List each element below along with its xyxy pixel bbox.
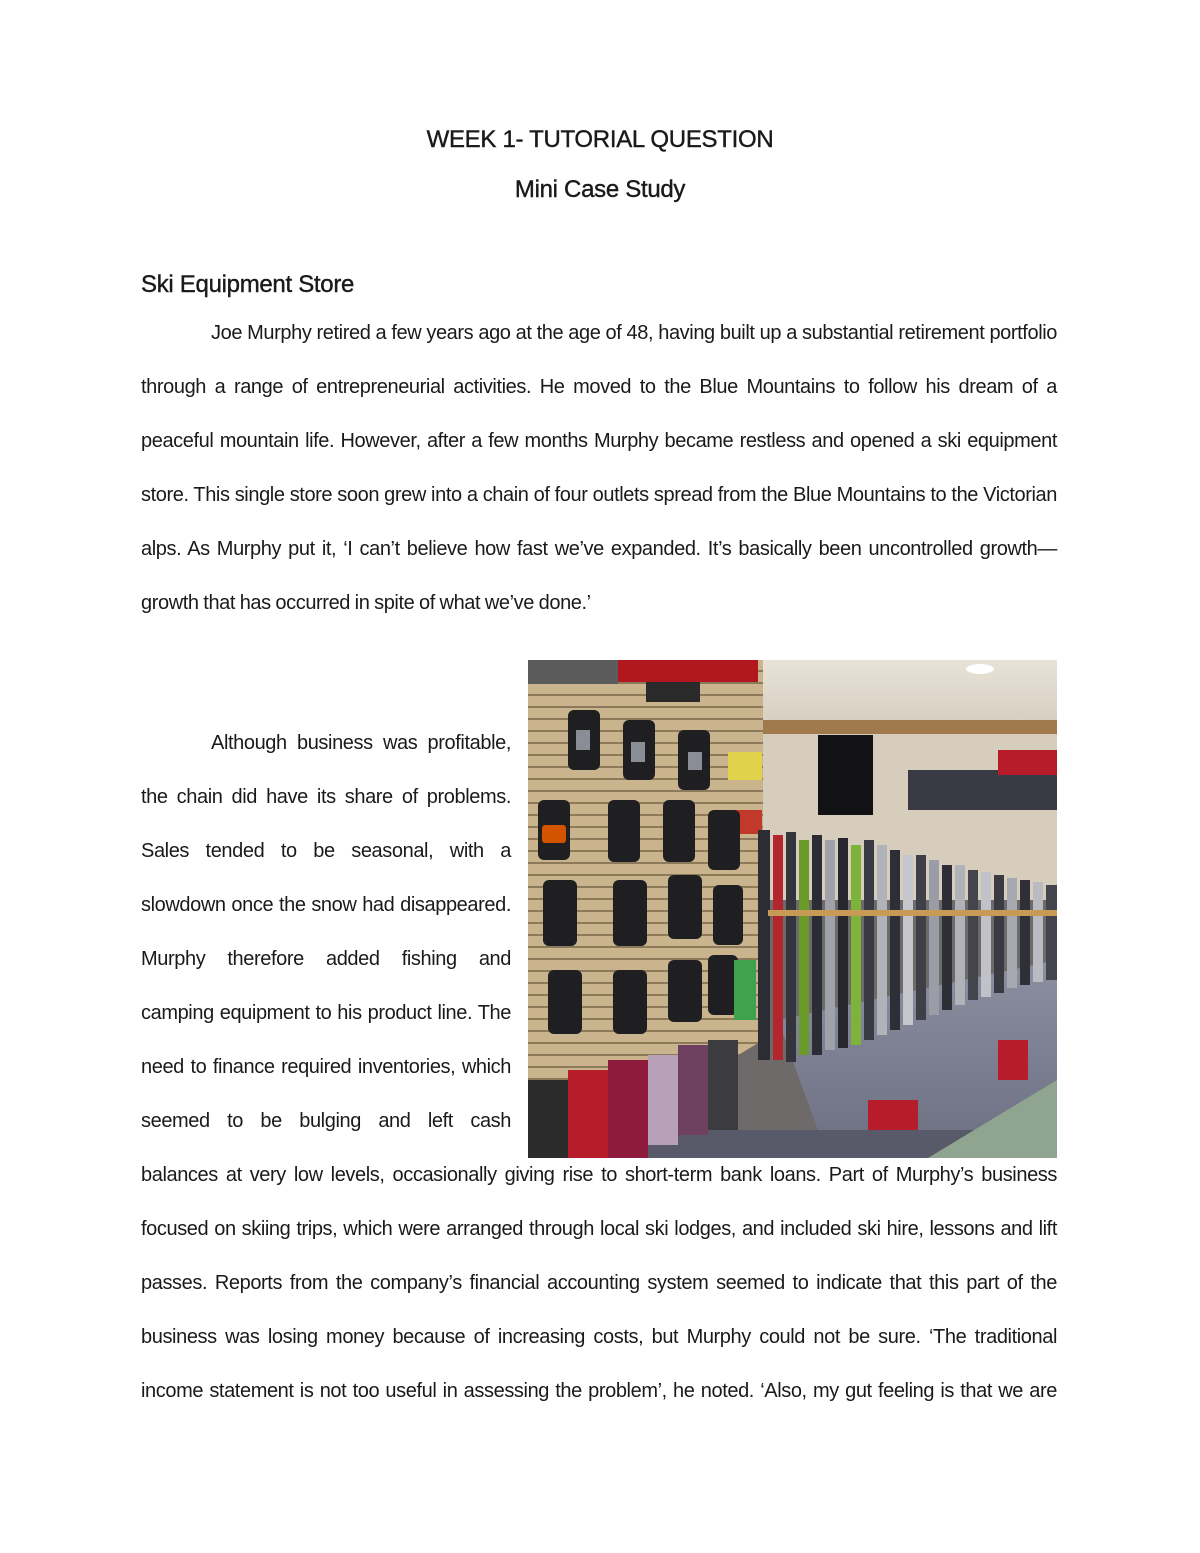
text-line: store. This single store soon grew into a chain of four outlets spread from the Blue Mountains to the Victorian xyxy=(141,484,1057,506)
text-line: business was losing money because of increasing costs, but Murphy could not be sure. ‘The traditional xyxy=(141,1326,1057,1348)
text-line: peaceful mountain life. However, after a few months Murphy became restless and opened a ski equipment xyxy=(141,430,1057,452)
ski-store-illustration xyxy=(528,660,1057,1158)
text-line: focused on skiing trips, which were arranged through local ski lodges, and included ski hire, lessons and lift xyxy=(141,1218,1057,1240)
tv-screen xyxy=(818,735,873,815)
page-title: WEEK 1- TUTORIAL QUESTION xyxy=(426,126,774,153)
text-line: Sales tended to be seasonal, with a xyxy=(141,840,511,862)
text-line: Murphy therefore added fishing and xyxy=(141,948,511,970)
text-line: need to finance required inventories, which xyxy=(141,1056,511,1078)
paragraph-intro xyxy=(141,306,1057,630)
page-subtitle: Mini Case Study xyxy=(514,176,686,203)
paragraph-problems xyxy=(141,716,511,1148)
text-line: alps. As Murphy put it, ‘I can’t believe how fast we’ve expanded. It’s basically been uncontrolled growth— xyxy=(141,538,1057,560)
text-line: passes. Reports from the company’s financial accounting system seemed to indicate that this part of the xyxy=(141,1272,1057,1294)
text-line: slowdown once the snow had disappeared. xyxy=(141,894,511,916)
section-heading: Ski Equipment Store xyxy=(141,271,355,298)
text-line: camping equipment to his product line. The xyxy=(141,1002,511,1024)
text-line: income statement is not too useful in assessing the problem’, he noted. ‘Also, my gut feeling is that we are xyxy=(141,1380,1057,1402)
text-line: Joe Murphy retired a few years ago at the age of 48, having built up a substantial retirement portfolio xyxy=(211,322,1057,344)
ski-store-photo xyxy=(528,660,1057,1158)
text-line: balances at very low levels, occasionally giving rise to short-term bank loans. Part of Murphy’s business xyxy=(141,1164,1057,1186)
text-line: Although business was profitable, xyxy=(211,732,511,754)
paragraph-continued xyxy=(141,1148,1057,1418)
text-line: growth that has occurred in spite of what we’ve done.’ xyxy=(141,592,591,614)
text-line: the chain did have its share of problems. xyxy=(141,786,511,808)
text-line: seemed to be bulging and left cash xyxy=(141,1110,511,1132)
text-line: through a range of entrepreneurial activities. He moved to the Blue Mountains to follow his dream of a xyxy=(141,376,1057,398)
